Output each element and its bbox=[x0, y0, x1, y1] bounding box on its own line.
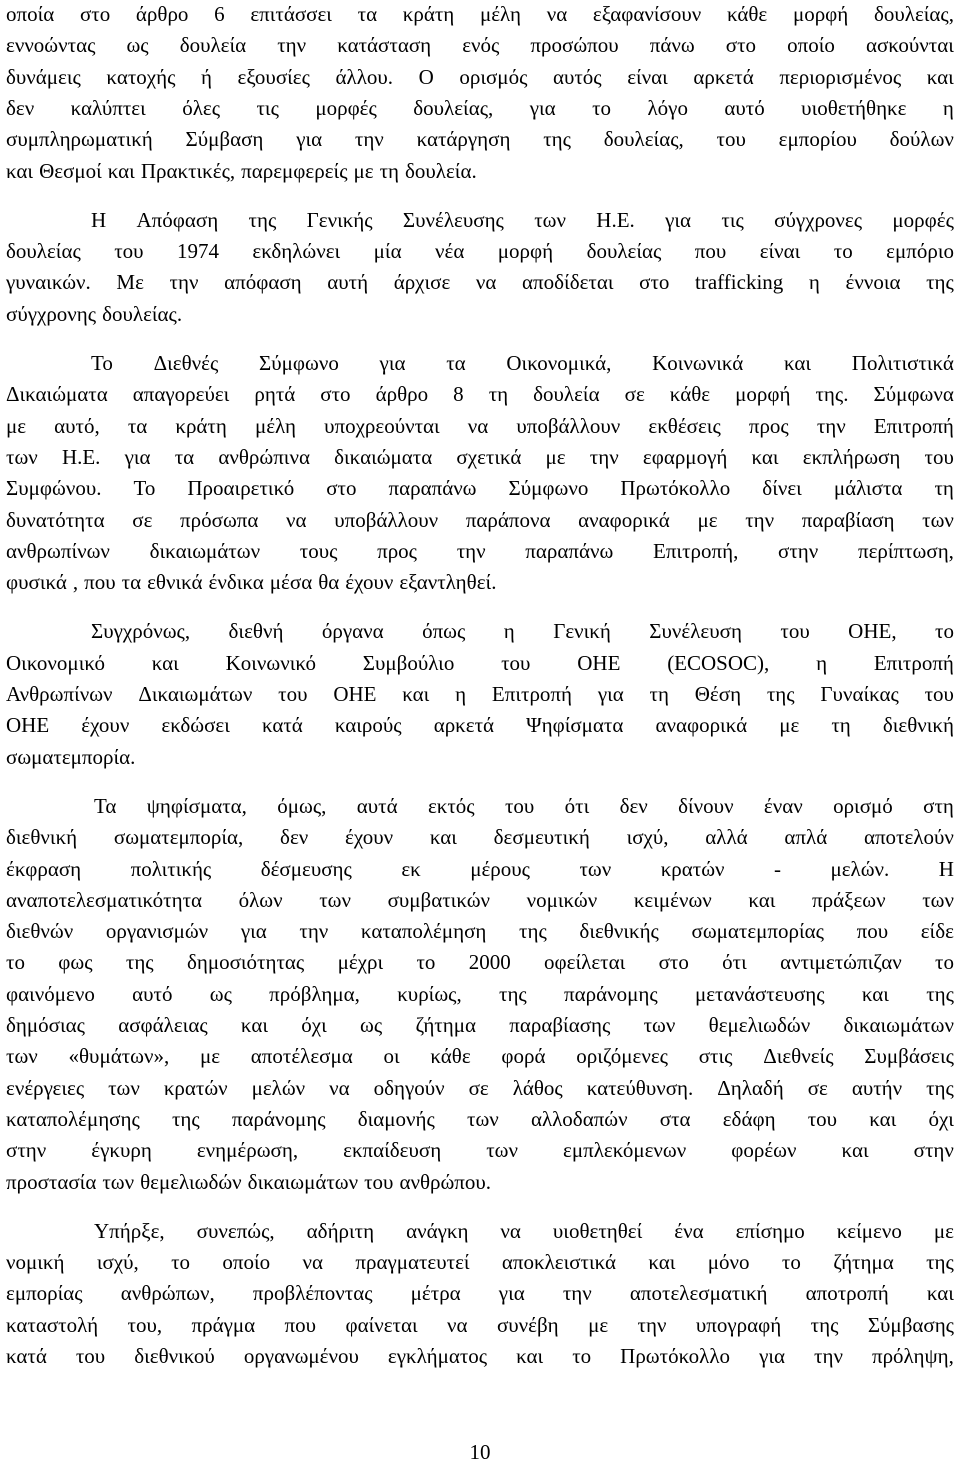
text-line: Συγχρόνως, διεθνή όργανα όπως η Γενική Συνέλευση του ΟΗΕ, το bbox=[91, 619, 954, 644]
text-line: Το Διεθνές Σύμφωνο για τα Οικονομικά, Κοινωνικά και Πολιτιστικά bbox=[91, 351, 954, 375]
text-line: στην έγκυρη ενημέρωση, εκπαίδευση των εμπλεκόμενων φορέων και στην bbox=[6, 1138, 954, 1163]
text-line: σωματεμπορία. bbox=[6, 744, 136, 769]
text-line: σύγχρονης δουλείας. bbox=[6, 301, 183, 326]
text-line: φυσικά , που τα εθνικά ένδικα μέσα θα έχουν εξαντληθεί. bbox=[6, 570, 497, 595]
text-line: κατά του διεθνικού οργανωμένου εγκλήματος και το Πρωτόκολλο για την πρόληψη, bbox=[6, 1344, 954, 1368]
text-line: Η Απόφαση της Γενικής Συνέλευσης των Η.Ε. για τις σύγχρονες μορφές bbox=[91, 207, 954, 232]
text-line: δυνατότητα σε πρόσωπα να υποβάλλουν παράπονα αναφορικά με την παραβίαση των bbox=[6, 507, 954, 532]
text-line: δουλείας του 1974 εκδηλώνει μία νέα μορφή δουλείας που είναι το εμπόριο bbox=[6, 239, 954, 264]
text-line: οποία στο άρθρο 6 επιτάσσει τα κράτη μέλη να εξαφανίσουν κάθε μορφή δουλείας, bbox=[6, 2, 954, 26]
text-line: των «θυμάτων», με αποτέλεσμα οι κάθε φορά οριζόμενες στις Διεθνείς Συμβάσεις bbox=[6, 1044, 954, 1069]
text-line: Οικονομικό και Κοινωνικό Συμβούλιο του ΟΗΕ (ECOSOC), η Επιτροπή bbox=[6, 650, 954, 675]
text-line: εμπορίας ανθρώπων, προβλέποντας μέτρα για την αποτελεσματική αποτροπή και bbox=[6, 1281, 954, 1306]
document-page bbox=[6, 0, 954, 1466]
text-line: νομική ισχύ, το οποίο να πραγματευτεί αποκλειστικά και μόνο το ζήτημα της bbox=[6, 1250, 954, 1275]
text-line: ΟΗΕ έχουν εκδώσει κατά καιρούς αρκετά Ψηφίσματα αναφορικά με τη διεθνική bbox=[6, 713, 954, 738]
page-number: 10 bbox=[469, 1440, 491, 1464]
text-line: των Η.Ε. για τα ανθρώπινα δικαιώματα σχετικά με την εφαρμογή και εκπλήρωση του bbox=[6, 444, 954, 469]
text-line: γυναικών. Με την απόφαση αυτή άρχισε να αποδίδεται στο trafficking η έννοια της bbox=[6, 270, 954, 295]
text-line: καταπολέμησης της παράνομης διαμονής των αλλοδαπών στα εδάφη του και όχι bbox=[6, 1106, 954, 1131]
text-line: Υπήρξε, συνεπώς, αδήριτη ανάγκη να υιοθετηθεί ένα επίσημο κείμενο με bbox=[94, 1218, 954, 1243]
text-line: διεθνών οργανισμών για την καταπολέμηση της διεθνικής σωματεμπορίας που είδε bbox=[6, 919, 954, 944]
text-line: έκφραση πολιτικής δέσμευσης εκ μέρους των κρατών - μελών. Η bbox=[6, 856, 954, 881]
text-line: δυνάμεις κατοχής ή εξουσίες άλλου. Ο ορισμός αυτός είναι αρκετά περιορισμένος και bbox=[6, 64, 954, 89]
text-line: διεθνική σωματεμπορία, δεν έχουν και δεσμευτική ισχύ, αλλά απλά αποτελούν bbox=[6, 825, 954, 850]
text-line: Τα ψηφίσματα, όμως, αυτά εκτός του ότι δεν δίνουν έναν ορισμό στη bbox=[94, 793, 954, 818]
text-line: και Θεσμοί και Πρακτικές, παρεμφερείς με τη δουλεία. bbox=[6, 158, 477, 183]
text-line: προστασία των θεμελιωδών δικαιωμάτων του ανθρώπου. bbox=[6, 1169, 492, 1194]
text-line: εννοώντας ως δουλεία την κατάσταση ενός προσώπου πάνω στο οποίο ασκούνται bbox=[6, 33, 954, 58]
text-line: ενέργειες των κρατών μελών να οδηγούν σε λάθος κατεύθυνση. Δηλαδή σε αυτήν της bbox=[6, 1075, 954, 1100]
text-line: το φως της δημοσιότητας μέχρι το 2000 οφείλεται στο ότι αντιμετώπιζαν το bbox=[6, 950, 954, 975]
text-line: αναποτελεσματικότητα όλων των συμβατικών νομικών κειμένων και πράξεων των bbox=[6, 887, 954, 912]
text-line: Συμφώνου. Το Προαιρετικό στο παραπάνω Σύμφωνο Πρωτόκολλο δίνει μάλιστα τη bbox=[6, 476, 954, 501]
text-line: συμπληρωματική Σύμβαση για την κατάργηση της δουλείας, του εμπορίου δούλων bbox=[6, 127, 954, 152]
text-line: καταστολή του, πράγμα που φαίνεται να συνέβη με την υπογραφή της Σύμβασης bbox=[6, 1312, 954, 1337]
text-line: Δικαιώματα απαγορεύει ρητά στο άρθρο 8 τη δουλεία σε κάθε μορφή της. Σύμφωνα bbox=[6, 382, 954, 407]
text-line: Ανθρωπίνων Δικαιωμάτων του ΟΗΕ και η Επιτροπή για τη Θέση της Γυναίκας του bbox=[6, 682, 954, 706]
text-line: με αυτό, τα κράτη μέλη υποχρεούνται να υποβάλλουν εκθέσεις προς την Επιτροπή bbox=[6, 413, 954, 438]
text-line: φαινόμενο αυτό ως πρόβλημα, κυρίως, της παράνομης μετανάστευσης και της bbox=[6, 981, 954, 1006]
text-line: δημόσιας ασφάλειας και όχι ως ζήτημα παραβίασης των θεμελιωδών δικαιωμάτων bbox=[6, 1013, 954, 1037]
text-line: δεν καλύπτει όλες τις μορφές δουλείας, για το λόγο αυτό υιοθετήθηκε η bbox=[6, 95, 954, 120]
text-line: ανθρωπίνων δικαιωμάτων τους προς την παραπάνω Επιτροπή, στην περίπτωση, bbox=[6, 538, 954, 563]
